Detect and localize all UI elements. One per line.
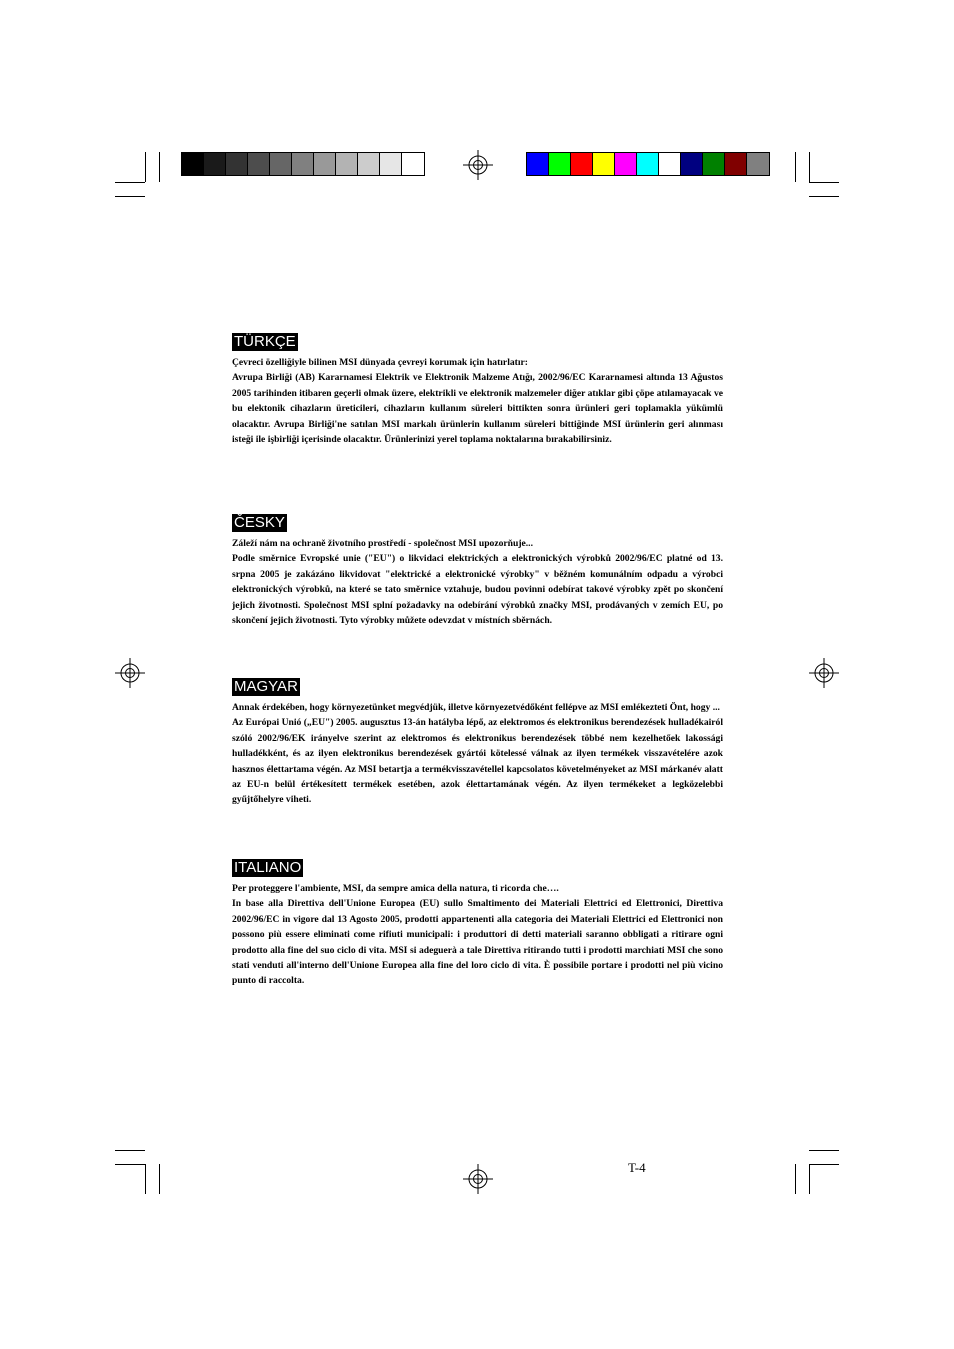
section-heading: TÜRKÇE bbox=[234, 333, 296, 350]
section-lead: Çevreci özelliğiyle bilinen MSI dünyada çevreyi korumak için hatırlatır: bbox=[232, 357, 528, 368]
grayscale-swatch bbox=[248, 153, 270, 175]
crop-mark-top-right-h bbox=[809, 182, 839, 183]
grayscale-color-bar bbox=[181, 152, 425, 176]
grayscale-swatch bbox=[292, 153, 314, 175]
section-body: In base alla Direttiva dell'Unione Europea (EU) sullo Smaltimento dei Materiali Elettrici ed Elettronici, Direttiva 2002/96/EC in vigore dal 13 Agosto 2005, prodotti appartenenti alla categoria dei Materiali Elettrici ed Elettronici non possono più essere eliminati come rifiuti municipali: i produttori di detti materiali saranno obbligati a ritirare ogni prodotto alla fine del suo ciclo di vita. MSI si adeguerà a tale Direttiva ritirando tutti i prodotti marchiati MSI che sono stati venduti all'interno dell'Unione Europea alla fine del loro ciclo di vita. È possibile portare i prodotti nel più vicino punto di raccolta. bbox=[232, 898, 723, 987]
grayscale-swatch bbox=[336, 153, 358, 175]
color-swatch bbox=[703, 153, 725, 175]
crop-mark-top-right-v bbox=[809, 152, 810, 182]
color-swatch bbox=[659, 153, 681, 175]
color-swatch bbox=[725, 153, 747, 175]
color-swatch bbox=[571, 153, 593, 175]
crop-mark-top-left-v2 bbox=[159, 152, 160, 182]
grayscale-swatch bbox=[314, 153, 336, 175]
section-lead: Annak érdekében, hogy környezetünket megvédjük, illetve környezetvédőként fellépve az MSI emlékezteti Önt, hogy ... bbox=[232, 702, 720, 713]
color-swatch bbox=[637, 153, 659, 175]
color-swatch bbox=[527, 153, 549, 175]
color-swatch bbox=[747, 153, 769, 175]
crop-mark-bottom-left-v bbox=[145, 1164, 146, 1194]
section-body: Az Európai Unió („EU") 2005. augusztus 13-án hatályba lépő, az elektromos és elektronikus berendezések hulladékairól szóló 2002/96/EK irányelve szerint az elektromos és elektronikus berendezések többé nem kezelhetőek lakossági hulladékként, és az ilyen elektronikus berendezések gyártói kötelessé válnak az ilyen termékek visszavételére azok hasznos élettartama végén. Az MSI betartja a termékvisszavétellel kapcsolatos követelményeket az MSI márkanév alatt az EU-n belül értékesített termékek esetében, azok élettartamának végén. Az ilyen termékeket a legközelebbi gyűjtőhelyre viheti. bbox=[232, 717, 723, 806]
crop-mark-top-right-h2 bbox=[809, 196, 839, 197]
grayscale-swatch bbox=[402, 153, 424, 175]
page-number: T-4 bbox=[628, 1160, 646, 1175]
crop-mark-bottom-left-h bbox=[115, 1150, 145, 1151]
section-cesky bbox=[232, 514, 723, 628]
crop-mark-bottom-right-v2 bbox=[795, 1164, 796, 1194]
grayscale-swatch bbox=[204, 153, 226, 175]
section-italiano bbox=[232, 859, 723, 989]
color-swatch bbox=[593, 153, 615, 175]
section-lead: Per proteggere l'ambiente, MSI, da sempre amica della natura, ti ricorda che…. bbox=[232, 883, 559, 894]
registration-mark-icon bbox=[463, 1164, 493, 1194]
color-swatch bbox=[549, 153, 571, 175]
process-color-bar bbox=[526, 152, 770, 176]
grayscale-swatch bbox=[270, 153, 292, 175]
crop-mark-bottom-right-v bbox=[809, 1164, 810, 1194]
grayscale-swatch bbox=[182, 153, 204, 175]
registration-mark-icon bbox=[809, 658, 839, 688]
grayscale-swatch bbox=[380, 153, 402, 175]
crop-mark-bottom-left-h2 bbox=[115, 1164, 145, 1165]
color-swatch bbox=[681, 153, 703, 175]
crop-mark-top-right-v2 bbox=[795, 152, 796, 182]
grayscale-swatch bbox=[358, 153, 380, 175]
section-lead: Záleží nám na ochraně životního prostředí - společnost MSI upozorňuje... bbox=[232, 538, 533, 549]
crop-mark-top-left-v bbox=[145, 152, 146, 182]
registration-mark-icon bbox=[463, 150, 493, 180]
section-body: Podle směrnice Evropské unie ("EU") o likvidaci elektrických a elektronických výrobků 2002/96/EC platné od 13. srpna 2005 je zakázáno likvidovat "elektrické a elektronické výrobky" v běžném komunálním odpadu a výrobci elektronických výrobků, na které se tato směrnice vztahuje, budou povinni odebírat takové výrobky zpět po skončení jejich životnosti. Společnost MSI splní požadavky na odebírání výrobků značky MSI, prodávaných v zemích EU, po skončení jejich životnosti. Tyto výrobky můžete odevzdat v místních sběrnách. bbox=[232, 553, 723, 627]
section-heading: ČESKY bbox=[234, 514, 285, 531]
crop-mark-bottom-right-h2 bbox=[809, 1164, 839, 1165]
crop-mark-top-left-h2 bbox=[115, 196, 145, 197]
crop-mark-top-left-h bbox=[115, 182, 145, 183]
section-turkce bbox=[232, 333, 723, 447]
crop-mark-bottom-left-v2 bbox=[159, 1164, 160, 1194]
grayscale-swatch bbox=[226, 153, 248, 175]
section-heading: ITALIANO bbox=[234, 859, 302, 876]
section-heading: MAGYAR bbox=[234, 678, 298, 695]
registration-mark-icon bbox=[115, 658, 145, 688]
color-swatch bbox=[615, 153, 637, 175]
section-magyar bbox=[232, 678, 723, 808]
section-body: Avrupa Birliği (AB) Kararnamesi Elektrik ve Elektronik Malzeme Atığı, 2002/96/EC Kararnamesi altında 13 Ağustos 2005 tarihinden itibaren geçerli olmak üzere, elektrikli ve elektronik malzemeler diğer atıklar gibi çöpe atılamayacak ve bu elektonik cihazların üreticileri, cihazların kullanım süreleri bittikten sonra ürünleri geri toplamakla yükümlü olacaktır. Avrupa Birliği'ne satılan MSI markalı ürünlerin kullanım süreleri bittiğinde MSI ürünlerin geri alınması isteği ile işbirliği içerisinde olacaktır. Ürünlerinizi yerel toplama noktalarına bırakabilirsiniz. bbox=[232, 372, 723, 446]
crop-mark-bottom-right-h bbox=[809, 1150, 839, 1151]
